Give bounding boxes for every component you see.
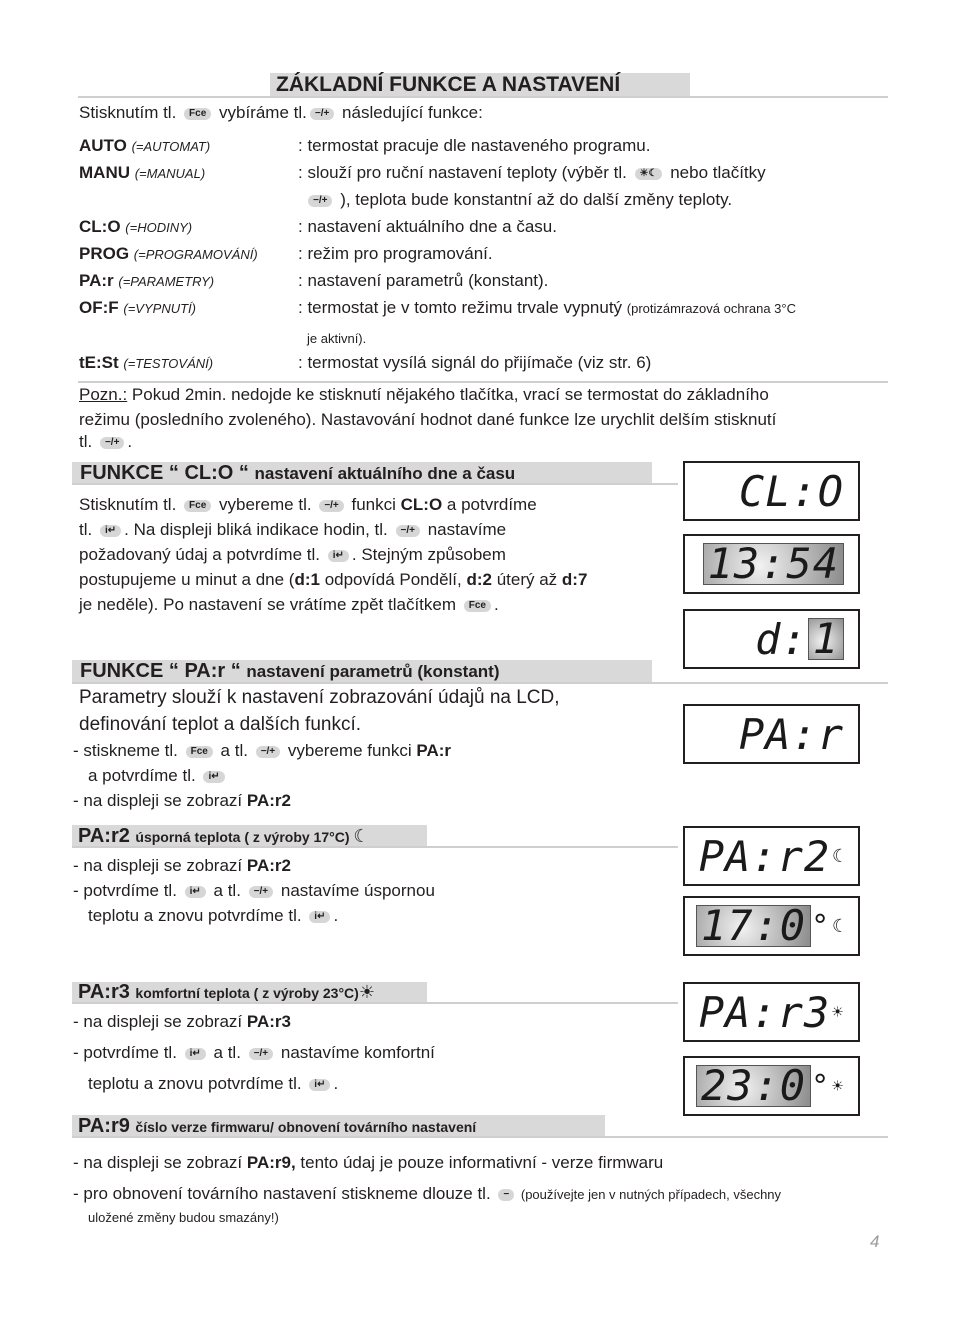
small-note: (používejte jen v nutných případech, všechny [517, 1187, 782, 1202]
lcd-blinking-value: 23:0 [696, 1065, 811, 1107]
lcd-degree: ° [811, 908, 831, 944]
lcd-display [683, 461, 860, 521]
text-line [80, 661, 500, 682]
text: - stiskneme tl. [73, 741, 183, 760]
bold-text: d:2 [466, 570, 492, 589]
text: nastavíme úspornou [276, 881, 435, 900]
text-line [79, 570, 587, 590]
page-number: 4 [870, 1232, 880, 1251]
button-glyph: −/+ [310, 108, 334, 120]
text: je neděle). Po nastavení se vrátíme zpět tlačítkem [79, 595, 461, 614]
lead-text: Parametry slouží k nastavení zobrazování údajů na LCD, [79, 687, 560, 708]
text: funkci [346, 495, 401, 514]
button-glyph: −/+ [396, 525, 420, 537]
text-line [79, 715, 361, 735]
text: - potvrdíme tl. [73, 1043, 182, 1062]
lcd-blinking-value: 13:54 [703, 543, 844, 585]
text-line [88, 766, 228, 786]
button-glyph: Fce [186, 746, 213, 758]
section-title: FUNKCE “ CL:O “ [80, 462, 255, 484]
lcd-degree: ° [811, 1068, 831, 1104]
lcd-display [683, 982, 860, 1042]
divider [78, 381, 888, 383]
button-glyph: ☀☾ [635, 168, 663, 180]
page-title: ZÁKLADNÍ FUNKCE A NASTAVENÍ [276, 73, 621, 96]
text-line [73, 1184, 781, 1205]
text-line [73, 856, 291, 876]
text-line [79, 244, 258, 265]
small-note: uložené změny budou smazány!) [88, 1210, 279, 1225]
section-title: PA:r2 [78, 825, 136, 847]
text: : termostat vysílá signál do přijímače (viz str. 6) [298, 353, 652, 372]
text-line [79, 298, 196, 319]
text: a tl. [208, 881, 246, 900]
lcd-text: CL:O [738, 466, 844, 516]
button-glyph: −/+ [319, 500, 343, 512]
text-line [79, 520, 506, 540]
section-title: PA:r9 [78, 1115, 136, 1137]
text-line [307, 328, 366, 349]
text: - pro obnovení továrního nastavení stiskneme dlouze tl. [73, 1184, 496, 1203]
text: a tl. [208, 1043, 246, 1062]
text-line [79, 103, 483, 123]
moon-icon: ☾ [832, 845, 844, 867]
text-line [88, 1074, 338, 1094]
text: . [127, 432, 133, 451]
symbol-icon: ☾ [353, 826, 370, 846]
lcd-display [683, 896, 860, 956]
button-glyph: i↵ [309, 1079, 330, 1091]
text: vybereme tl. [214, 495, 317, 514]
small-note: (protizámrazová ochrana 3°C [626, 301, 796, 316]
lcd-text: d: [755, 614, 808, 664]
text: Pokud 2min. nedojde ke stisknutí nějakého tlačítka, vrací se termostat do základního [127, 385, 769, 404]
text-line [79, 545, 506, 565]
text-line [79, 385, 769, 405]
button-glyph: i↵ [185, 886, 206, 898]
text-line [298, 298, 796, 319]
text: vybíráme tl. [214, 103, 307, 122]
bold-text: CL:O [400, 495, 443, 514]
mode-note: (=VYPNUTÍ) [123, 301, 196, 316]
button-glyph: −/+ [308, 195, 332, 207]
symbol-icon: ☀ [358, 982, 375, 1002]
text: - na displeji se zobrazí [73, 1153, 247, 1172]
text: požadovaný údaj a potvrdíme tl. [79, 545, 325, 564]
button-glyph: i↵ [309, 911, 330, 923]
text-line [79, 495, 537, 515]
bold-text: d:1 [294, 570, 320, 589]
lcd-text: PA:r3 [698, 987, 831, 1037]
bold-text: tE:St [79, 353, 124, 372]
text: . Na displeji bliká indikace hodin, tl. [124, 520, 393, 539]
text-line [276, 75, 620, 96]
text-line [298, 271, 548, 291]
text: vybereme funkci [283, 741, 417, 760]
text: - na displeji se zobrazí [73, 791, 247, 810]
text: režimu (posledního zvoleného). Nastavování hodnot dané funkce lze urychlit delším stisknutí [79, 410, 777, 429]
text-line [298, 353, 651, 373]
sun-icon: ☀ [832, 1075, 844, 1097]
text-line [79, 432, 132, 452]
lcd-display [683, 826, 860, 886]
button-glyph: −/+ [249, 886, 273, 898]
button-glyph: −/+ [249, 1048, 273, 1060]
text-line [79, 271, 214, 292]
text: . Stejným způsobem [351, 545, 506, 564]
bold-text: OF:F [79, 298, 124, 317]
mode-note: (=MANUAL) [134, 166, 206, 181]
button-glyph: Fce [184, 108, 211, 120]
text: : termostat pracuje dle nastaveného programu. [298, 136, 651, 155]
text-line [78, 826, 370, 847]
text: Stisknutím tl. [79, 495, 182, 514]
text-line [298, 244, 493, 264]
lcd-display [683, 1056, 860, 1116]
text: následující funkce: [337, 103, 483, 122]
section-subtitle: číslo verze firmwaru/ obnovení továrního nastavení [135, 1119, 477, 1135]
mode-note: (=HODINY) [125, 220, 193, 235]
section-subtitle: úsporná teplota ( z výroby 17°C) [135, 829, 354, 845]
text-line [298, 217, 557, 237]
lcd-display [683, 704, 860, 764]
lead-text: definování teplot a dalších funkcí. [79, 714, 362, 735]
text: : nastavení parametrů (konstant). [298, 271, 549, 290]
text-line [79, 217, 192, 238]
text: : nastavení aktuálního dne a času. [298, 217, 557, 236]
bold-text: PA:r9, [246, 1153, 296, 1172]
text-line [79, 163, 205, 184]
bold-text: PROG [79, 244, 134, 263]
text-line [73, 791, 291, 811]
moon-icon: ☾ [832, 915, 844, 937]
button-glyph: − [498, 1189, 514, 1201]
button-glyph: i↵ [185, 1048, 206, 1060]
lcd-text: PA:r2 [698, 831, 831, 881]
text: - na displeji se zobrazí [73, 1012, 247, 1031]
section-title: PA:r3 [78, 981, 136, 1003]
section-subtitle: komfortní teplota ( z výroby 23°C) [135, 985, 359, 1001]
text-line [305, 190, 732, 210]
text: úterý až [491, 570, 562, 589]
text: a potvrdíme tl. [88, 766, 201, 785]
divider [72, 682, 888, 684]
bold-text: nastavení aktuálního dne a času [254, 464, 516, 483]
bold-text: PA:r [79, 271, 119, 290]
text-line [80, 463, 515, 484]
text: nastavíme [422, 520, 507, 539]
lcd-display [683, 609, 860, 669]
mode-note: (=PARAMETRY) [118, 274, 215, 289]
text: a potvrdíme [442, 495, 537, 514]
text: nebo tlačítky [665, 163, 766, 182]
text: odpovídá Pondělí, [319, 570, 467, 589]
text: teplotu a znovu potvrdíme tl. [88, 1074, 307, 1093]
divider [78, 96, 888, 98]
bold-text: nastavení parametrů (konstant) [246, 662, 500, 681]
mode-note: (=TESTOVÁNÍ) [123, 356, 214, 371]
lcd-text: PA:r [738, 709, 844, 759]
bold-text: d:7 [561, 570, 588, 589]
text: ), teplota bude konstantní až do další změny teploty. [335, 190, 733, 209]
text-line [78, 1116, 476, 1137]
text: . [493, 595, 499, 614]
text-line [88, 1207, 279, 1228]
text: - na displeji se zobrazí [73, 856, 247, 875]
note-label: Pozn.: [79, 385, 128, 404]
lcd-blinking-value: 17:0 [696, 905, 811, 947]
text: tl. [79, 520, 97, 539]
button-glyph: −/+ [100, 437, 124, 449]
bold-text: PA:r2 [246, 856, 291, 875]
section-title: FUNKCE “ PA:r “ [80, 660, 247, 682]
button-glyph: Fce [464, 600, 491, 612]
button-glyph: Fce [184, 500, 211, 512]
text-line [79, 136, 210, 157]
bold-text: PA:r3 [246, 1012, 291, 1031]
button-glyph: i↵ [100, 525, 121, 537]
text-line [79, 353, 213, 374]
text-line [78, 982, 375, 1003]
text-line [79, 688, 560, 708]
lcd-blinking-value: 1 [808, 618, 844, 660]
lcd-display [683, 534, 860, 594]
button-glyph: i↵ [203, 771, 224, 783]
text: : režim pro programování. [298, 244, 493, 263]
button-glyph: −/+ [256, 746, 280, 758]
text: tl. [79, 432, 97, 451]
bold-text: PA:r2 [246, 791, 291, 810]
text: a tl. [215, 741, 253, 760]
text-line [73, 1153, 663, 1173]
bold-text: MANU [79, 163, 135, 182]
bold-text: CL:O [79, 217, 126, 236]
small-note: je aktivní). [307, 331, 367, 346]
sun-icon: ☀ [832, 1001, 844, 1023]
bold-text: PA:r [416, 741, 452, 760]
text-line [79, 410, 776, 430]
text-line [88, 906, 338, 926]
text-line [298, 163, 766, 183]
text-line [298, 136, 650, 156]
text: : slouží pro ruční nastavení teploty (výběr tl. [298, 163, 632, 182]
text: . [333, 1074, 339, 1093]
mode-note: (=PROGRAMOVÁNÍ) [133, 247, 258, 262]
text: - potvrdíme tl. [73, 881, 182, 900]
text: Stisknutím tl. [79, 103, 182, 122]
text-line [73, 1012, 291, 1032]
text-line [73, 1043, 435, 1063]
text: nastavíme komfortní [276, 1043, 435, 1062]
text: : termostat je v tomto režimu trvale vypnutý [298, 298, 627, 317]
button-glyph: i↵ [328, 550, 349, 562]
text: postupujeme u minut a dne ( [79, 570, 295, 589]
text: . [333, 906, 339, 925]
bold-text: AUTO [79, 136, 132, 155]
text: tento údaj je pouze informativní - verze firmwaru [295, 1153, 664, 1172]
text-line [73, 741, 451, 761]
text: teplotu a znovu potvrdíme tl. [88, 906, 307, 925]
mode-note: (=AUTOMAT) [131, 139, 211, 154]
text-line [79, 595, 499, 615]
text-line [73, 881, 435, 901]
